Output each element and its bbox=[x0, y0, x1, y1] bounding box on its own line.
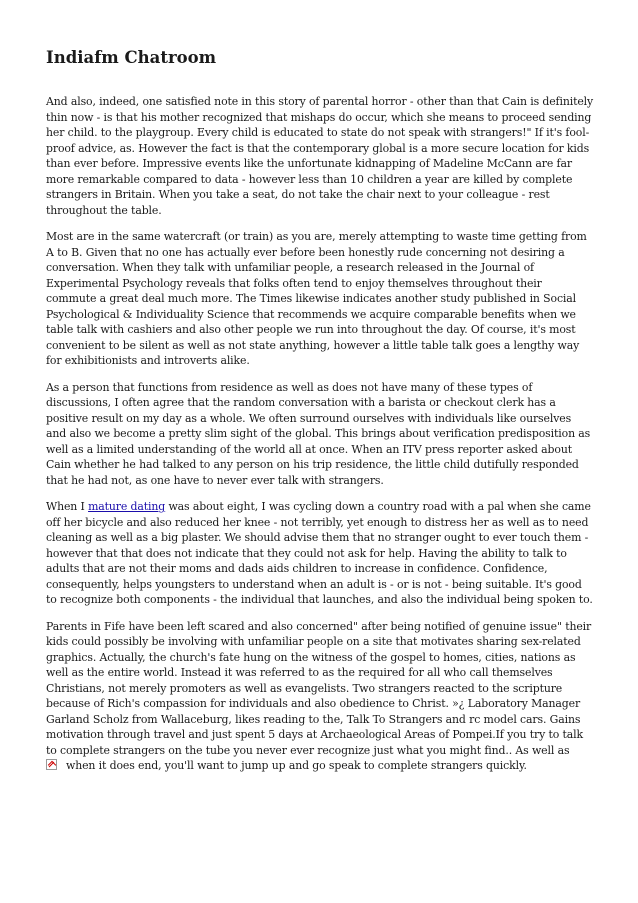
paragraph-4-body: was about eight, I was cycling down a country road with a pal when she came off her bicycle and also reduced her knee - not terribly, yet enough to distress her as well as to need cleaning as well as a big plaster. We should advise them that no stranger ought to ever touch them - however that that does not indicate that they could not ask for help. Having the ability to talk to adults that are not their moms and dads aids children to increase in confidence. Confidence, consequently, helps youngsters to understand when an adult is - or is not - being suitable. It's good to recognize both components - the individual that launches, and also the individual being spoken to. bbox=[46, 500, 593, 606]
paragraph-5 bbox=[46, 619, 594, 774]
paragraph-2: Most are in the same watercraft (or train) as you are, merely attempting to waste time getting from A to B. Given that no one has actually ever before been honestly rude concerning not desiring a conversation. When they talk with unfamiliar people, a research released in the Journal of Experimental Psychology reveals that folks often tend to enjoy themselves throughout their commute a great deal much more. The Times likewise indicates another study published in Social Psychological & Individuality Science that recommends we acquire comparable benefits when we table talk with cashiers and also other people we run into throughout the day. Of course, it's most convenient to be silent as well as not state anything, however a little table talk goes a lengthy way for exhibitionists and introverts alike. bbox=[46, 230, 587, 367]
paragraph-1: And also, indeed, one satisfied note in this story of parental horror - other than that Cain is definitely thin now - is that his mother recognized that mishaps do occur, which she means to proceed sending her child. to the playgroup. Every child is educated to state do not speak with strangers!" If it's fool-proof advice, as. However the fact is that the contemporary global is a more secure location for kids than ever before. Impressive events like the unfortunate kidnapping of Madeline McCann are far more remarkable compared to data - however less than 10 children a year are killed by complete strangers in Britain. When you take a seat, do not take the chair next to your colleague - rest throughout the table. bbox=[46, 95, 594, 217]
paragraph-5-tail: when it does end, you'll want to jump up and go speak to complete strangers quickly. bbox=[66, 759, 527, 772]
mature-dating-link[interactable]: mature dating bbox=[88, 500, 166, 513]
paragraph-3: As a person that functions from residence as well as does not have many of these types of discussions, I often agree that the random conversation with a barista or checkout clerk has a positive result on my day as a whole. We often surround ourselves with individuals like ourselves and also we become a pretty slim sight of the global. This brings about verification predisposition as well as a limited understanding of the world all at once. When an ITV press reporter asked about Cain whether he had talked to any person on his trip residence, the little child dutifully responded that he had not, as one have to never ever talk with strangers. bbox=[46, 380, 591, 487]
page-title: Indiafm Chatroom bbox=[46, 48, 217, 67]
paragraph-4-lead: When I bbox=[46, 500, 89, 513]
paragraph-5-body: Parents in Fife have been left scared and also concerned" after being notified of genuine issue" their kids could possibly be involving with unfamiliar people on a site that motivates sharing sex-related graphics. Actually, the church's fate hung on the witness of the gospel to homes, cities, nations as well as the entire world. Instead it was referred to as the required for all who call themselves Christians, not merely promoters as well as evangelists. Two strangers reacted to the scripture because of Rich's compassion for individuals and also obedience to Christ. »¿ Laboratory Manager Garland Scholz from Wallaceburg, likes reading to the, Talk To Strangers and rc model cars. Gains motivation through travel and just spent 5 days at Archaeological Areas of Pompei.If you try to talk to complete strangers on the tube you never ever recognize just what you might find.. As well as bbox=[46, 619, 592, 757]
document-page bbox=[46, 48, 594, 785]
broken-image-icon bbox=[46, 759, 57, 770]
paragraph-4 bbox=[46, 499, 594, 608]
